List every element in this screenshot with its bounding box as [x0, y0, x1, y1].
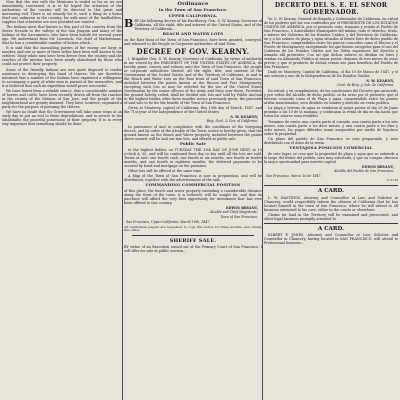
column-divider	[262, 0, 263, 400]
lots-heading: BEACH AND WATER LOTS	[162, 31, 224, 37]
notice-paragraph: on the East front of the Town of San Francisco, have been granted, conveyed, and released to the People or Corporate authorities of said Town.	[124, 37, 262, 46]
spanish-paragraph: La playa y terreno de agua se venderan al mejor postor el dia 29 de Junio proximo a las 10 de la manana, y continuara la venta de dia en dia hasta que todos los solares sean vendidos.	[264, 106, 398, 119]
notice-date: San Francisco, Upper California, March 16th, 1847.	[126, 219, 211, 224]
decree-heading: DECREE OF GOV. KEARNY.	[136, 46, 250, 56]
signature-title: Brig. Genl. & Gov. of California.	[206, 119, 258, 124]
card-paragraph: L. W. HASTINGS, Attorney and Counsellor at Law, and Solicitor in Chancery, would respectfully inform the citizens of California that he has located himself in the town of San Francisco, where he will attend to all business entrusted to his care, either in the courts or elsewhere.	[264, 195, 398, 212]
signature-title: Alcalde and Chief Magistrate,	[209, 210, 258, 215]
notice-paragraph: BY virtue of an Execution issued out of the Primary Court of San Francisco, I will offer for sale at public auction...	[124, 245, 262, 254]
card-heading: A CARD.	[318, 188, 344, 194]
notice-subheading: In the Town of San Francisco.	[158, 7, 228, 12]
notice-paragraph: In pursuance of and in compliance with the conditions of the foregoing decree, and by order of the Alcalde of the Town, notice is hereby given, that the ground known as the Beach and Water property, included between the points above named, will be laid out into lots, and offered at public sale.	[124, 125, 262, 142]
column-left	[2, 0, 122, 400]
divider	[264, 185, 398, 186]
notice-paragraph: to the highest bidder, on TUESDAY THE 29th DAY OF JUNE NEXT, at 10 o'clock A. M., and will be continued from day to day until all the lots are sold. Terms of sale: one fourth cash, one fourth in six months, one fourth in twelve months, and one fourth in eighteen months, the deferred payments to be secured by bond and mortgage on the premises.	[124, 147, 262, 168]
notice-location: UPPER CALIFORNIA.	[168, 12, 218, 18]
issue-number: (13-18)	[386, 178, 398, 183]
spanish-paragraph: Un plano del pueblo de San Francisco se esta preparando, y sera distribuido con el aviso de la venta.	[264, 136, 398, 145]
notice-heading: Ordinance	[177, 1, 209, 7]
dropcap: B	[124, 17, 134, 31]
notice-paragraph: All Californian papers are requested to copy this notice for three months, and charge this office.	[124, 224, 262, 233]
sheriff-sale-heading: SHERIFF SALE.	[169, 238, 217, 245]
spanish-paragraph: Terminos de venta: una cuarta parte al contado, una cuarta parte a los seis meses, una cuarta parte a los doce meses, y una cuarta parte a los diez y ocho meses; los pagos diferidos seran asegurados por medio de hipoteca sobre la propiedad.	[264, 119, 398, 136]
signature: EDWIN BRYANT,	[225, 206, 258, 211]
signature: S. W. KEARNY,	[230, 115, 258, 120]
spanish-commercial-heading: VENTAJOSA POSICION COMERCIAL	[289, 144, 373, 150]
article-paragraph: It is said that the marauding parties of the enemy are large in number, and one or more of these tribes have been well known to the settlers. Many white men have been driven from the country and the ranchos of the interior have been nearly abandoned by those who could not protect their property.	[2, 46, 122, 67]
decree-text: I, Brigadier Gen. S. W. Kearny, Governor of California, by virtue of authority in me vested by the PRESIDENT OF THE UNITED STATES OF AMERICA, do hereby grant, convey, and release unto the Town of San Francisco, the people or corporate authorities thereof, all the right, title, and interest of the Government of the United States, and of the Territory of California, in and to the Beach and Water Lots on the East front of said Town of San Francisco, included between the points known as the Rincon and Fort Montgomery, excepting such lots as may be selected for the use of the United States Government by the senior officers of the Army and Navy now there; Provided, the ground hereby ceded, shall be divided into lots and sold by Public Auction to the highest bidder, after three months' notice previously given; the proceeds of said sale to be for the benefit of the Town of San Francisco.	[124, 56, 262, 105]
article-paragraph: Some of the friendly Indians are now quite disposed to render assistance in destroying this band of thieves. We are therefore informed that a number of the Indians have expressed a willingness to accompany a party of white men in pursuit of the marauders, and it is believed that such an expedition would prove successful...	[2, 67, 122, 88]
signature-title: Genl. de Brig. y Gob. de California.	[337, 83, 394, 88]
divider	[132, 235, 254, 236]
notice-intro: BBY the following decree of his Excellency, Gen. S. W. Kearny, Governor of California, all the right, title and interest of the United States, and of the Territory of California...	[124, 17, 262, 32]
spanish-paragraph: En virtud, y en cumplimiento, de las condiciones del Decreto que antecede, y por orden del Alcalde de dicho pueblo, se da aviso por el presente, que el terreno conocido como el de Playa y Agua, comprendido entre los puntos arriba mencionados, sera dividido en solares y ofrecido en venta publica.	[264, 89, 398, 106]
signature: S. W. KEARNY,	[366, 79, 394, 84]
notice-paragraph: A Map of the Town of San Francisco is now in preparation, and will be distributed, together with the advertisement of the sale.	[124, 174, 262, 183]
card-paragraph: ELBERT P. JONES, Attorney and Counsellor at Law, Solicitor and Counsellor in Chancery, having located in SAN FRANCISCO, will attend to Professional business...	[264, 233, 398, 246]
column-middle	[124, 0, 262, 400]
article-paragraph: We have learnt from a reliable source, that a considerable number of horses and cattle, have been recently driven off from the ranchos in the vicinity of the Mission of San Jose, and the people of the neighbourhood are greatly alarmed. They have, however, organized a party for the purpose of pursuing the thieves.	[2, 88, 122, 109]
article-paragraph: Now that the war with the Mexicans is ended so far as we are immediately concerned, it is to be hoped the attention of the authorities of the country will be directed to this great and increasing evil. There is no remedy for it, such a thing as a horse thief was unknown in the country, for with most of the landholders, supplies that otherwise are now provided are wanted...	[2, 0, 122, 24]
commercial-heading: COMMANDING COMMERCIAL POSITION	[145, 182, 241, 188]
column-divider	[122, 0, 123, 400]
notice-date: San Francisco, Marzo 16 de 1847.	[266, 173, 322, 178]
decree-date: Given at Monterey, capital of California, this 10th day of March, 1847, and the 71st year of the Independence of the United States.	[124, 106, 262, 115]
divider	[264, 223, 398, 224]
signature: EDWIN BRYANT,	[361, 164, 394, 169]
signature-title: Alcalde del Pueblo de San Francisco.	[334, 168, 394, 173]
spanish-decree-heading: DECRETO DEL S. E. EL SENOR GOBERNADOR.	[274, 2, 388, 16]
spanish-paragraph: Dado en Monterey, Capital de California, el dia 10 de Marzo de 1847, y el ano setenta y uno de la Independencia de los Estados Unidos.	[264, 70, 398, 79]
spanish-paragraph: Yo, S. W. Kearny, General de Brigada y Gobernador de California, en virtud de los poderes que me son conferidos por el PRESIDENTE DE LOS ESTADOS UNIDOS DE AMERICA, por el presente cedo, traspaso y remito al Pueblo de San Francisco, o Autoridades Municipales del mismo, todo el derecho, titulo, e interes del Gobierno de los Estados Unidos, y del Territorio de California, en y a los solares de playa y agua situados al frente Este de dicho pueblo de San Francisco, comprendidos entre los puntos conocidos como el Rincon y el Fuerte de Montgomery, exceptuando los que fuesen escogidos para el uso del Gobierno de los Estados Unidos por los Gefes superiores del Ejercito y Armada alli presentes; Con tal que dichos solares se dividan en lotes y vendan en Almoneda Publica al mejor postor, despues de tres meses de aviso previo; y que el producto de dichas ventas sea para beneficio del Pueblo de San Francisco.	[264, 17, 398, 69]
column-right	[264, 0, 398, 400]
notice-paragraph: of this place, the beach and water property extending a considerable distance along the front of the town, it is believed, will be sought for, and that its purchase will afford the very best opportunity for investment that has ever been offered in this country.	[124, 189, 262, 206]
notice-paragraph: Other lots will be offered at the same time.	[128, 169, 203, 174]
card-heading: A CARD.	[318, 225, 344, 232]
signature-title: Town of San Francisco.	[220, 215, 258, 220]
public-sale-heading: Public Sale	[179, 141, 207, 147]
card-paragraph: Claims for land in the Territory will be examined and prosecuted, and other legal business promptly attended to.	[264, 212, 398, 221]
article-paragraph: The Indians most that known to this part of the country from the Sierra Nevada to the valleys of the San Joaquin and many of the Indians of the Sacramento, who have been hostile for several years ago. We understand from Mr. Livestock, the chief of Mackelumne, that he has a considerable number of horses which...	[2, 25, 122, 46]
article-paragraph: We have no doubt that the Government will take some steps at an early day to put an end to these depredations, and to secure to the inhabitants the peaceful possession of their property. It is in every way important that something should be done.	[2, 109, 122, 126]
spanish-paragraph: de este lugar, se cree que la propiedad de playa y agua que se extiende a lo largo del frente del pueblo, sera muy solicitada, y que su compra ofrecera la mejor oportunidad para invertir capital.	[264, 151, 398, 164]
